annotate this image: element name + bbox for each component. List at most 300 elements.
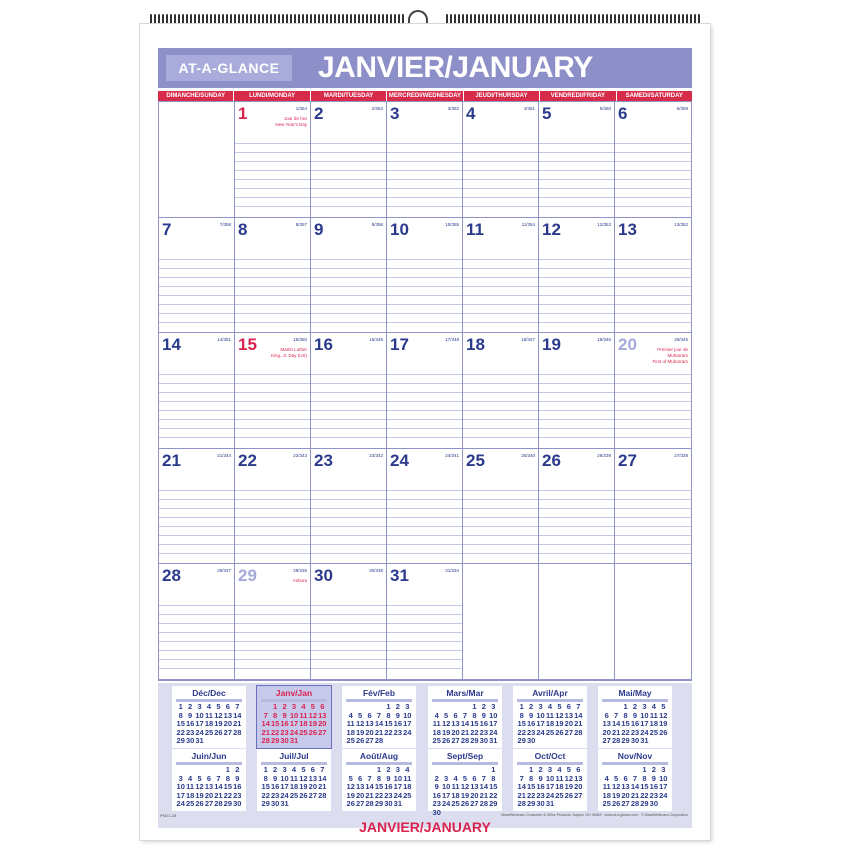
mini-day: 29 (489, 799, 498, 809)
day-cell[interactable] (235, 449, 311, 565)
mini-day: 24 (176, 799, 185, 809)
mini-day: 11 (649, 710, 658, 720)
mini-calendar-weekday-bar (346, 699, 412, 702)
mini-day: 8 (529, 773, 534, 783)
mini-day: 7 (367, 773, 372, 783)
mini-day: 19 (659, 719, 668, 729)
mini-day: 6 (623, 773, 628, 783)
day-number: 16 (314, 335, 333, 355)
mini-day: 1 (642, 765, 647, 774)
mini-day: 13 (602, 719, 611, 729)
mini-day: 2 (538, 765, 543, 774)
mini-calendar-days (602, 703, 668, 746)
mini-day: 23 (649, 790, 659, 800)
day-number: 2 (314, 104, 324, 123)
mini-day: 24 (393, 790, 403, 800)
day-cell[interactable] (235, 218, 311, 334)
day-number: 9 (314, 219, 324, 239)
day-cell[interactable] (311, 218, 387, 334)
day-cell[interactable] (159, 449, 235, 565)
mini-day: 7 (481, 773, 486, 783)
mini-calendar (513, 686, 587, 748)
mini-day: 27 (451, 736, 460, 746)
calendar-header (158, 48, 692, 88)
mini-day: 25 (555, 790, 564, 800)
mini-day: 12 (214, 710, 223, 720)
mini-day: 17 (659, 782, 668, 792)
mini-day: 4 (348, 710, 353, 720)
day-number: 3 (390, 104, 400, 123)
mini-day: 19 (441, 727, 451, 737)
mini-day: 5 (301, 765, 306, 774)
mini-day: 23 (233, 790, 242, 800)
mini-day: 23 (185, 727, 195, 737)
day-cell[interactable] (615, 218, 691, 334)
mini-day: 12 (564, 773, 574, 783)
day-cell[interactable] (615, 449, 691, 565)
day-number: 6 (618, 104, 628, 123)
mini-day: 27 (470, 799, 479, 809)
day-number: 4 (466, 104, 476, 123)
mini-day: 17 (640, 719, 649, 729)
mini-day: 27 (204, 799, 214, 809)
day-number: 14 (162, 335, 181, 355)
mini-day: 9 (481, 710, 486, 720)
mini-day: 30 (432, 807, 441, 817)
mini-day: 1 (225, 765, 230, 774)
mini-day: 30 (384, 799, 393, 809)
mini-day: 13 (574, 773, 583, 783)
mini-day: 31 (195, 736, 204, 746)
mini-day: 2 (481, 702, 486, 711)
mini-calendar-days (261, 703, 327, 746)
day-of-year: 13/352 (674, 221, 688, 227)
day-number: 24 (390, 450, 409, 470)
mini-day: 12 (195, 782, 204, 792)
mini-day: 1 (376, 765, 382, 774)
mini-day: 17 (545, 782, 555, 792)
mini-day: 30 (536, 799, 545, 809)
day-cell[interactable] (539, 102, 615, 218)
mini-day: 20 (318, 719, 327, 729)
mini-day: 24 (441, 799, 451, 809)
mini-day: 28 (574, 727, 583, 737)
mini-day: 6 (320, 702, 325, 711)
mini-day: 15 (526, 782, 536, 792)
mini-day: 20 (574, 782, 583, 792)
mini-day: 11 (290, 773, 298, 783)
mini-day: 22 (526, 790, 536, 800)
mini-calendar (598, 686, 672, 748)
day-cell[interactable] (615, 333, 691, 449)
day-of-year: 2/363 (371, 106, 383, 111)
mini-day: 15 (489, 782, 498, 792)
mini-day: 25 (204, 727, 214, 737)
mini-day: 22 (261, 790, 270, 800)
mini-day: 26 (299, 790, 308, 800)
mini-day: 23 (280, 727, 289, 737)
mini-day: 10 (195, 710, 204, 720)
mini-day: 2 (529, 702, 534, 711)
mini-day: 28 (318, 790, 327, 800)
mini-day: 13 (564, 710, 574, 720)
mini-day: 1 (178, 702, 183, 711)
day-cell[interactable] (539, 449, 615, 565)
mini-day: 24 (545, 790, 555, 800)
mini-day: 1 (263, 765, 268, 774)
holiday-note: Martin Luther King, Jr. Day (US) (270, 347, 307, 359)
day-cell[interactable] (159, 564, 235, 680)
mini-day: 25 (432, 736, 441, 746)
day-cell[interactable] (387, 333, 463, 449)
mini-calendar (257, 686, 331, 748)
mini-day: 5 (661, 702, 666, 711)
day-number: 5 (542, 104, 552, 123)
day-cell[interactable] (159, 218, 235, 334)
day-cell[interactable] (539, 218, 615, 334)
mini-day: 22 (223, 790, 233, 800)
mini-day: 9 (188, 710, 193, 720)
mini-day: 21 (517, 790, 526, 800)
day-of-year: 16/349 (369, 337, 383, 343)
mini-calendar-title: Juil/Jul (279, 751, 309, 761)
mini-day: 23 (432, 799, 441, 809)
mini-day: 24 (289, 727, 299, 737)
mini-day: 5 (310, 702, 315, 711)
mini-day: 30 (649, 799, 659, 809)
mini-calendar-weekday-bar (176, 762, 242, 765)
day-cell[interactable] (463, 449, 539, 565)
mini-day: 17 (195, 719, 204, 729)
mini-day: 26 (346, 799, 355, 809)
mini-day: 22 (640, 790, 649, 800)
mini-calendar (598, 749, 672, 811)
mini-day: 11 (205, 710, 213, 720)
mini-day: 10 (403, 710, 412, 720)
mini-calendar-days (346, 766, 412, 809)
mini-day: 2 (386, 765, 391, 774)
mini-day: 6 (604, 710, 609, 720)
mini-day: 28 (630, 799, 640, 809)
mini-day: 25 (289, 790, 299, 800)
mini-day: 5 (348, 773, 353, 783)
mini-day: 21 (318, 782, 327, 792)
day-of-year: 14/351 (217, 337, 231, 343)
mini-day: 6 (367, 710, 372, 720)
mini-day: 8 (472, 710, 477, 720)
mini-day: 11 (346, 719, 355, 729)
day-of-year: 7/358 (219, 221, 231, 227)
mini-day: 16 (270, 782, 280, 792)
day-number: 10 (390, 219, 409, 239)
mini-day: 15 (640, 782, 649, 792)
day-cell[interactable] (387, 102, 463, 218)
mini-calendar-days (261, 766, 327, 809)
mini-day: 18 (649, 719, 659, 729)
mini-day: 3 (661, 765, 666, 774)
mini-calendar-title: Juin/Jun (191, 751, 227, 761)
mini-day: 20 (470, 790, 479, 800)
mini-day: 16 (649, 782, 659, 792)
mini-calendar-days (176, 703, 242, 746)
mini-day: 19 (355, 727, 365, 737)
mini-day: 6 (358, 773, 363, 783)
mini-day: 4 (604, 773, 609, 783)
mini-day: 3 (197, 702, 202, 711)
mini-calendar-title: Nov/Nov (617, 751, 653, 761)
mini-day: 29 (517, 736, 526, 746)
day-of-year: 8/357 (295, 221, 307, 227)
mini-day: 30 (630, 736, 640, 746)
mini-day: 20 (308, 782, 318, 792)
day-number: 17 (390, 335, 409, 355)
mini-day: 27 (355, 799, 365, 809)
day-of-year: 12/353 (597, 221, 611, 227)
empty-day-cell[interactable] (615, 564, 691, 680)
mini-day: 7 (263, 710, 268, 720)
day-cell[interactable] (387, 564, 463, 680)
day-cell[interactable] (311, 333, 387, 449)
mini-day: 20 (223, 719, 233, 729)
mini-calendar-title: Avril/Apr (532, 688, 568, 698)
day-cell[interactable] (387, 449, 463, 565)
day-of-year: 23/342 (369, 452, 383, 458)
day-cell[interactable] (463, 333, 539, 449)
mini-day: 6 (310, 765, 315, 774)
empty-day-cell[interactable] (159, 102, 235, 218)
mini-day: 3 (642, 702, 647, 711)
mini-day: 19 (195, 790, 204, 800)
mini-day: 30 (185, 736, 195, 746)
mini-day: 9 (282, 710, 287, 720)
mini-day: 11 (555, 773, 564, 783)
day-of-year: 19/346 (597, 337, 611, 343)
mini-day: 15 (270, 719, 280, 729)
day-number: 11 (466, 219, 484, 239)
day-number: 25 (466, 450, 485, 470)
mini-day: 1 (273, 702, 278, 711)
mini-day: 5 (566, 765, 571, 774)
day-of-year: 28/337 (217, 568, 231, 574)
mini-day: 4 (651, 702, 656, 711)
day-of-year: 6/359 (676, 106, 688, 111)
mini-day: 7 (614, 710, 619, 720)
day-cell[interactable] (235, 333, 311, 449)
mini-day: 12 (346, 782, 355, 792)
mini-day: 18 (204, 719, 214, 729)
mini-calendar-weekday-bar (432, 699, 498, 702)
mini-day: 30 (280, 736, 289, 746)
mini-calendar (428, 749, 502, 817)
day-number: 15 (238, 335, 257, 355)
day-number: 18 (466, 335, 485, 355)
mini-calendar-title: Mars/Mar (446, 688, 484, 698)
mini-day: 29 (223, 799, 233, 809)
mini-day: 7 (462, 710, 468, 720)
mini-day: 6 (566, 702, 571, 711)
mini-calendar-days (517, 703, 583, 746)
mini-day: 16 (280, 719, 289, 729)
mini-day: 8 (519, 710, 524, 720)
mini-day: 18 (451, 790, 460, 800)
mini-day: 12 (441, 719, 451, 729)
mini-day: 13 (451, 719, 460, 729)
mini-day: 5 (197, 773, 202, 783)
empty-day-cell[interactable] (539, 564, 615, 680)
mini-day: 31 (489, 736, 498, 746)
mini-day: 9 (235, 773, 240, 783)
mini-day: 9 (273, 773, 278, 783)
mini-day: 4 (291, 765, 297, 774)
mini-day: 11 (299, 710, 308, 720)
day-cell[interactable] (463, 102, 539, 218)
day-cell[interactable] (387, 218, 463, 334)
mini-day: 31 (545, 799, 555, 809)
day-of-year: 29/336 (293, 568, 307, 574)
mini-day: 6 (472, 773, 477, 783)
day-of-year: 27/338 (674, 452, 688, 458)
mini-calendar-title: Fév/Feb (362, 688, 396, 698)
mini-day: 3 (178, 773, 183, 783)
day-cell[interactable] (463, 218, 539, 334)
mini-day: 17 (176, 790, 185, 800)
day-of-year: 15/350 (293, 337, 307, 343)
mini-day: 3 (538, 702, 543, 711)
mini-day: 29 (374, 799, 384, 809)
mini-day: 11 (403, 773, 412, 783)
mini-day: 23 (393, 727, 403, 737)
mini-day: 4 (434, 710, 439, 720)
mini-day: 13 (355, 782, 365, 792)
mini-day: 7 (632, 773, 638, 783)
mini-day: 26 (308, 727, 318, 737)
day-cell[interactable] (311, 449, 387, 565)
mini-day: 17 (393, 782, 403, 792)
day-of-year: 5/360 (599, 106, 611, 111)
mini-day: 18 (403, 782, 412, 792)
mini-day: 7 (216, 773, 221, 783)
mini-calendar (513, 749, 587, 811)
mini-day: 2 (632, 702, 638, 711)
day-cell[interactable] (311, 564, 387, 680)
mini-day: 24 (195, 727, 204, 737)
mini-day: 29 (270, 736, 280, 746)
weekday-label: VENDREDI/FRIDAY (540, 91, 615, 101)
mini-day: 1 (623, 702, 628, 711)
day-cell[interactable] (311, 102, 387, 218)
product-code: PM21-28 (160, 813, 177, 818)
mini-day: 15 (621, 719, 630, 729)
mini-day: 26 (441, 736, 451, 746)
mini-calendar-days (602, 766, 668, 809)
mini-day: 5 (614, 773, 619, 783)
mini-day: 26 (460, 799, 470, 809)
mini-day: 20 (602, 727, 611, 737)
mini-day: 21 (261, 727, 270, 737)
mini-day: 11 (451, 782, 460, 792)
mini-day: 26 (564, 790, 574, 800)
mini-day: 14 (318, 773, 327, 783)
weekday-label: JEUDI/THURSDAY (464, 91, 539, 101)
day-of-year: 31/334 (445, 568, 459, 574)
mini-day: 4 (188, 773, 193, 783)
mini-day: 15 (223, 782, 233, 792)
mini-day: 7 (320, 765, 325, 774)
mini-day: 16 (384, 782, 393, 792)
day-cell[interactable] (159, 333, 235, 449)
mini-day: 19 (308, 719, 318, 729)
mini-day: 21 (611, 727, 621, 737)
mini-day: 4 (405, 765, 410, 774)
mini-calendar-title: Déc/Dec (192, 688, 226, 698)
mini-day: 13 (621, 782, 630, 792)
day-number: 31 (390, 566, 409, 586)
mini-day: 12 (611, 782, 621, 792)
day-cell[interactable] (235, 102, 311, 218)
mini-calendar-title: Janv/Jan (275, 688, 313, 698)
day-cell[interactable] (615, 102, 691, 218)
mini-day: 29 (470, 736, 479, 746)
mini-day: 20 (621, 790, 630, 800)
day-of-year: 30/335 (369, 568, 383, 574)
mini-day: 17 (489, 719, 498, 729)
mini-day: 25 (602, 799, 611, 809)
mini-day: 22 (517, 727, 526, 737)
mini-day: 14 (233, 710, 242, 720)
mini-day: 9 (632, 710, 638, 720)
day-cell[interactable] (235, 564, 311, 680)
day-of-year: 18/347 (521, 337, 535, 343)
empty-day-cell[interactable] (463, 564, 539, 680)
mini-day: 29 (526, 799, 536, 809)
weekday-label: MERCREDI/WEDNESDAY (388, 93, 462, 99)
mini-day: 10 (659, 773, 668, 783)
mini-day: 15 (374, 782, 384, 792)
mini-day: 11 (602, 782, 611, 792)
mini-day: 3 (405, 702, 410, 711)
mini-day: 1 (529, 765, 534, 774)
mini-day: 26 (659, 727, 668, 737)
mini-day: 27 (602, 736, 611, 746)
mini-day: 28 (214, 799, 223, 809)
day-cell[interactable] (539, 333, 615, 449)
mini-day: 22 (374, 790, 384, 800)
mini-day: 29 (621, 736, 630, 746)
mini-day: 2 (434, 773, 439, 783)
mini-day: 16 (526, 719, 536, 729)
mini-day: 28 (233, 727, 242, 737)
day-of-year: 25/340 (521, 452, 535, 458)
mini-day: 23 (479, 727, 489, 737)
weekday-label: DIMANCHE/SUNDAY (158, 91, 233, 101)
day-number: 13 (618, 219, 637, 239)
mini-day: 26 (611, 799, 621, 809)
mini-calendar (342, 749, 416, 811)
mini-day: 5 (557, 702, 562, 711)
mini-day: 9 (434, 782, 439, 792)
mini-day: 14 (517, 782, 526, 792)
day-number: 29 (238, 566, 257, 586)
day-of-year: 4/361 (523, 106, 535, 111)
mini-day: 22 (270, 727, 280, 737)
mini-day: 21 (233, 719, 242, 729)
mini-day: 9 (529, 710, 534, 720)
mini-day: 6 (225, 702, 230, 711)
weekday-label: MARDI/TUESDAY (311, 91, 386, 101)
mini-day: 20 (451, 727, 460, 737)
mini-day: 14 (460, 719, 470, 729)
mini-day: 23 (630, 727, 640, 737)
